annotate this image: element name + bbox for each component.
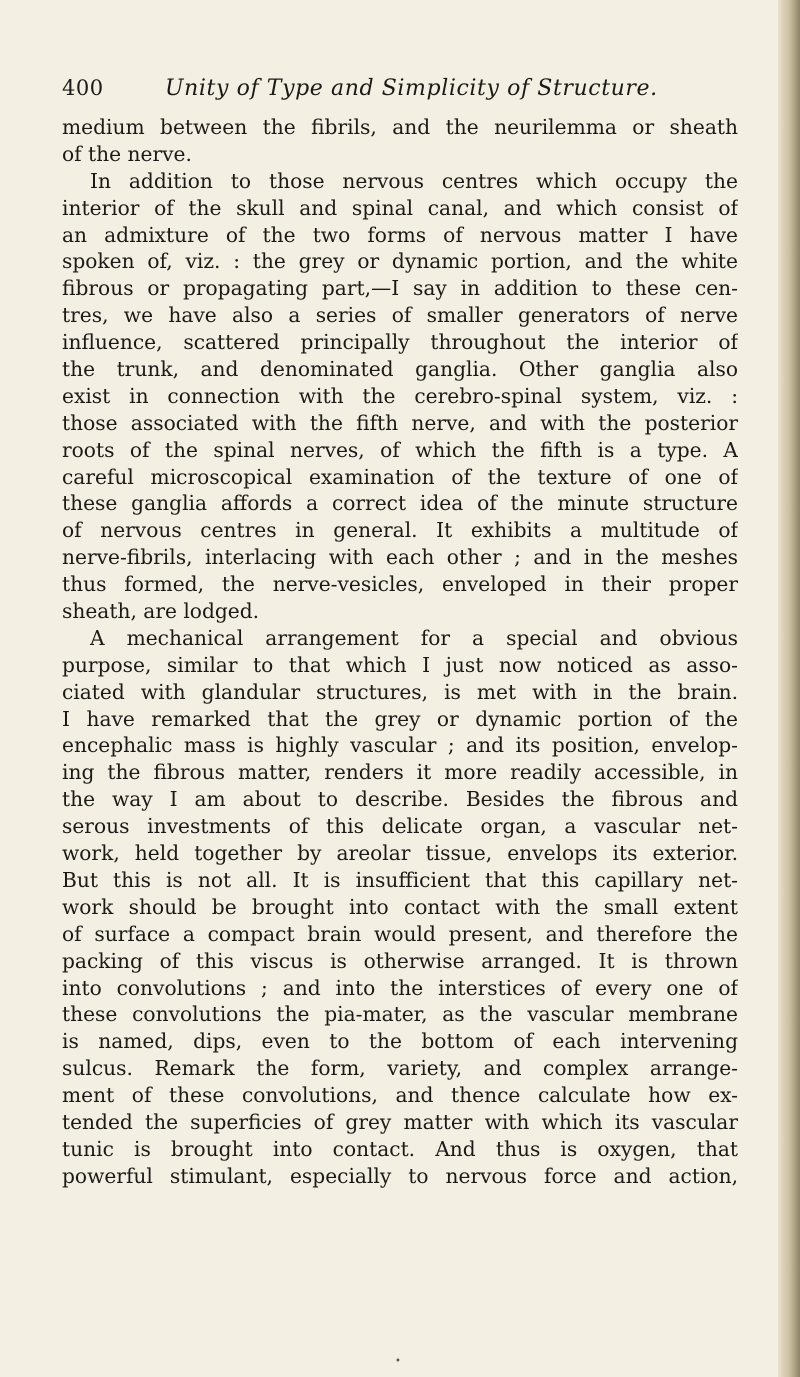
text-line-content: careful microscopical examination of the texture of one of xyxy=(62,464,738,489)
text-line xyxy=(62,894,738,921)
text-line xyxy=(62,598,738,625)
text-line-content: tended the superficies of grey matter with which its vascular xyxy=(62,1109,738,1134)
text-line-content: sulcus. Remark the form, variety, and complex arrange- xyxy=(62,1056,738,1081)
text-line-content: I have remarked that the grey or dynamic portion of the xyxy=(62,706,738,731)
text-line xyxy=(62,114,738,141)
text-line xyxy=(62,1028,738,1055)
text-line-content: tunic is brought into contact. And thus is oxygen, that xyxy=(62,1136,738,1161)
text-line-content: influence, scattered principally throughout the interior of xyxy=(62,330,738,355)
page-header xyxy=(62,76,734,110)
text-line xyxy=(62,437,738,464)
text-line xyxy=(62,517,738,544)
text-line-content: fibrous or propagating part,—I say in addition to these cen- xyxy=(62,276,738,301)
text-line-content: interior of the skull and spinal canal, and which consist of xyxy=(62,195,738,220)
text-line-content: powerful stimulant, especially to nervous force and action, xyxy=(62,1163,738,1188)
text-line-content: work, held together by areolar tissue, envelops its exterior. xyxy=(62,841,738,866)
page-number: 400 xyxy=(62,76,104,100)
running-title: Unity of Type and Simplicity of Structure. xyxy=(165,76,658,101)
text-line-content: ment of these convolutions, and thence calculate how ex- xyxy=(62,1083,738,1108)
page-edge-shadow xyxy=(778,0,800,1377)
text-line xyxy=(62,625,738,652)
text-line-content: into convolutions ; and into the interstices of every one of xyxy=(62,975,738,1000)
text-line xyxy=(62,490,738,517)
text-line xyxy=(62,948,738,975)
text-line-content: roots of the spinal nerves, of which the fifth is a type. A xyxy=(62,437,738,462)
text-line xyxy=(62,975,738,1002)
text-line-content: tres, we have also a series of smaller generators of nerve xyxy=(62,303,738,328)
text-line-content: is named, dips, even to the bottom of each intervening xyxy=(62,1029,738,1054)
text-line-content: the way I am about to describe. Besides the fibrous and xyxy=(62,787,738,812)
text-line xyxy=(62,921,738,948)
text-line xyxy=(62,248,738,275)
text-line xyxy=(62,786,738,813)
text-line-content: these convolutions the pia-mater, as the vascular membrane xyxy=(62,1002,738,1027)
text-line-content: serous investments of this delicate organ, a vascular net- xyxy=(62,814,738,839)
text-line xyxy=(62,1109,738,1136)
text-line-content: work should be brought into contact with the small extent xyxy=(62,894,738,919)
text-line xyxy=(62,544,738,571)
text-line xyxy=(62,410,738,437)
text-line xyxy=(62,652,738,679)
text-line-content: of nervous centres in general. It exhibits a multitude of xyxy=(62,518,738,543)
text-line-content: spoken of, viz. : the grey or dynamic portion, and the white xyxy=(62,249,738,274)
text-line-content: medium between the fibrils, and the neurilemma or sheath xyxy=(62,115,738,139)
text-line-content: exist in connection with the cerebro-spinal system, viz. : xyxy=(62,383,738,408)
text-line-content: ing the fibrous matter, renders it more readily accessible, in xyxy=(62,760,738,785)
text-line-content: these ganglia affords a correct idea of the minute structure xyxy=(62,491,738,516)
text-line-content: encephalic mass is highly vascular ; and its position, envelop- xyxy=(62,733,738,758)
text-line xyxy=(62,464,738,491)
text-line xyxy=(62,275,738,302)
text-line xyxy=(62,329,738,356)
text-line xyxy=(62,141,738,168)
text-line xyxy=(62,195,738,222)
text-line xyxy=(62,840,738,867)
text-line-content: nerve-fibrils, interlacing with each other ; and in the meshes xyxy=(62,545,738,570)
text-line xyxy=(62,302,738,329)
text-line xyxy=(62,1136,738,1163)
text-line xyxy=(62,1001,738,1028)
text-line-content: ciated with glandular structures, is met with in the brain. xyxy=(62,679,738,704)
footer-mark: • xyxy=(395,1356,401,1367)
text-line xyxy=(62,1055,738,1082)
text-line xyxy=(62,732,738,759)
text-line xyxy=(62,571,738,598)
text-line xyxy=(62,1082,738,1109)
text-line-content: thus formed, the nerve-vesicles, enveloped in their proper xyxy=(62,572,738,597)
text-line-content: those associated with the fifth nerve, and with the posterior xyxy=(62,410,738,435)
text-line-content: an admixture of the two forms of nervous matter I have xyxy=(62,222,738,247)
text-line xyxy=(62,759,738,786)
text-line xyxy=(62,679,738,706)
text-line xyxy=(62,867,738,894)
text-line-content: In addition to those nervous centres which occupy the xyxy=(90,168,738,193)
text-line xyxy=(62,706,738,733)
text-line-content: But this is not all. It is insufficient that this capillary net- xyxy=(62,867,738,892)
text-line xyxy=(62,356,738,383)
text-line xyxy=(62,168,738,195)
text-line-content: of the nerve. xyxy=(62,141,192,166)
text-line-content: of surface a compact brain would present, and therefore the xyxy=(62,921,738,946)
text-line xyxy=(62,222,738,249)
text-line-content: purpose, similar to that which I just now noticed as asso- xyxy=(62,652,738,677)
text-line-content: A mechanical arrangement for a special and obvious xyxy=(90,625,738,650)
text-line xyxy=(62,383,738,410)
text-line xyxy=(62,813,738,840)
text-line-content: the trunk, and denominated ganglia. Other ganglia also xyxy=(62,357,738,382)
text-line xyxy=(62,1163,738,1190)
text-line-content: packing of this viscus is otherwise arranged. It is thrown xyxy=(62,948,738,973)
body-text xyxy=(62,114,738,1190)
text-line-content: sheath, are lodged. xyxy=(62,599,260,624)
